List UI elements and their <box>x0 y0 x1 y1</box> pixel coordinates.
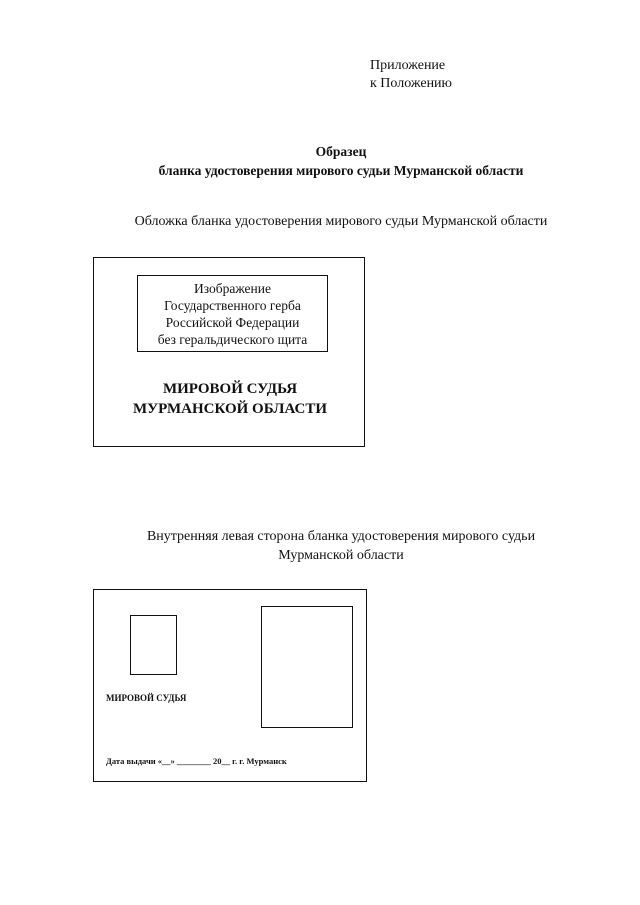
judge-label: МИРОВОЙ СУДЬЯ <box>106 693 187 703</box>
inner-caption-line-1: Внутренняя левая сторона бланка удостоверения мирового судьи <box>146 529 536 544</box>
emblem-text-line: Изображение <box>194 281 271 296</box>
large-photo-placeholder <box>261 606 353 728</box>
cover-caption: Обложка бланка удостоверения мирового судьи Мурманской области <box>134 214 548 229</box>
inner-side-caption <box>0 527 640 565</box>
title-line-2: бланка удостоверения мирового судьи Мурманской области <box>158 163 524 178</box>
cover-title-line-2: МУРМАНСКОЙ ОБЛАСТИ <box>132 401 328 417</box>
cover-title-line-1: МИРОВОЙ СУДЬЯ <box>162 381 298 397</box>
emblem-text-line: Государственного герба <box>164 298 301 313</box>
emblem-text-line: без геральдического щита <box>157 332 308 347</box>
inner-caption-line-2: Мурманской области <box>278 548 404 563</box>
document-title <box>0 142 640 180</box>
emblem-placeholder-box <box>137 275 328 352</box>
issue-date-line: Дата выдачи «__» ________ 20__ г. г. Мурманск <box>106 756 287 766</box>
cover-title <box>94 379 366 419</box>
cover-form <box>93 257 365 447</box>
appendix-line-2: к Положению <box>370 76 453 91</box>
appendix-note <box>370 57 452 93</box>
small-photo-placeholder <box>130 615 177 675</box>
emblem-text-line: Российской Федерации <box>165 315 300 330</box>
appendix-line-1: Приложение <box>370 58 446 73</box>
inner-left-side-form <box>93 589 367 782</box>
title-line-1: Образец <box>315 144 367 159</box>
